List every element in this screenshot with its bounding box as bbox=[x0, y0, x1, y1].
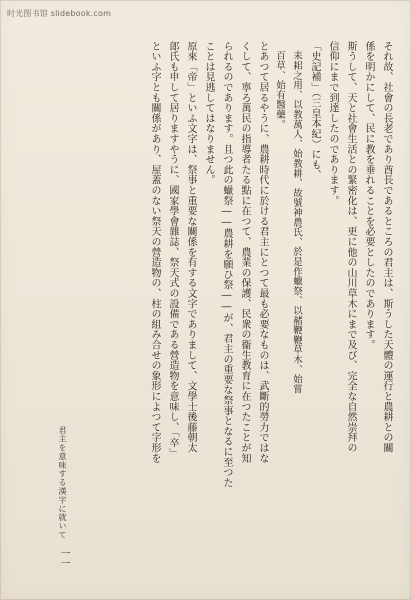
text-line-8: られるのであります。且つ此の蠟祭――農耕を願ひ祭――が、君主の重要な祭事となるに至つた bbox=[221, 41, 232, 488]
text-line-12: といふ字とも關係があり、屋蓋のない祭天の營造物の、柱の組み合せの象形によつて字形を bbox=[149, 41, 160, 464]
text-line-2: 係を明かにして、民に教を垂れることを必要としたのであります。 bbox=[363, 41, 374, 350]
page-number: 一一 bbox=[58, 548, 69, 568]
quote-line-1: 耒耜之用、以教萬人、始教耕、故號神農氏、於是作蠟祭、以赭鞭鞭草木、始嘗 bbox=[291, 41, 302, 394]
text-line-10: 原來「帝」といふ文字は、祭事と重要な關係を有する文字でありまして、文學士後藤朝太 bbox=[185, 41, 196, 453]
text-line-11: 郎氏も申して居りますやうに、國家學會雜誌、祭天式の設備である營造物を意味し、「卒」 bbox=[167, 41, 178, 459]
text-line-6: とあつて居るやうに、農耕時代に於ける君主にとつて最も必要なものは、武斷的勞力ではな bbox=[257, 41, 268, 464]
running-header: 君主を意味する漢字に就いて bbox=[58, 426, 67, 540]
text-line-7: くして、寧ろ萬民の指導者たる點に在つて、農業の保護、民衆の衞生教育に在つたことが知 bbox=[239, 41, 250, 464]
text-line-9: ことは見逃してはなりません。 bbox=[203, 41, 214, 186]
text-line-1: それ故、社會の長老であり酋長であるところの君主は、斯うした天體の運行と農耕との關 bbox=[381, 41, 392, 453]
watermark-text: 时光图书馆 slidebook.com bbox=[7, 9, 112, 18]
vertical-japanese-text-block bbox=[83, 41, 395, 574]
quote-line-2: 百草、始有醫藥。 bbox=[274, 41, 285, 130]
text-line-4: 信仰にまで到達したのであります。 bbox=[327, 41, 338, 206]
text-line-5: 「史記補」（三皇本紀）にも、 bbox=[309, 41, 320, 181]
text-line-3: 斯うして、天と社會生活との緊密化は、更に他の山川草木にまで及び、完全な自然崇拜の bbox=[345, 41, 356, 453]
